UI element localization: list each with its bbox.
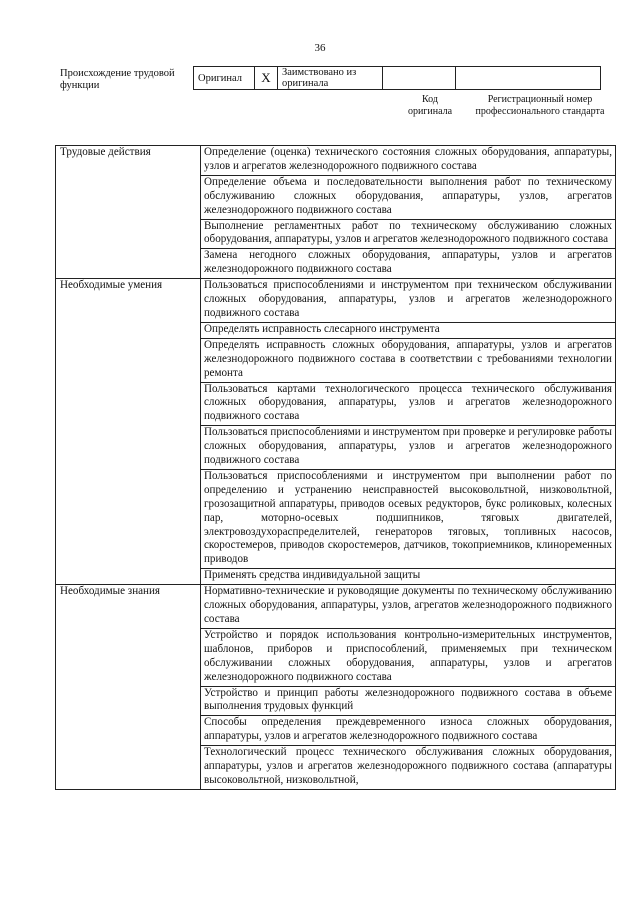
section-label-required-skills: Необходимые умения — [56, 279, 201, 585]
table-cell: Определять исправность сложных оборудования, аппаратуры, узлов и агрегатов железнодорожного подвижного состава в соответствии с требованиями технологии ремонта — [201, 338, 616, 382]
borrowed-label: Заимствовано из оригинала — [278, 67, 383, 90]
function-table — [55, 145, 616, 790]
section-label-labor-actions: Трудовые действия — [56, 146, 201, 279]
original-code-cell — [383, 67, 456, 90]
original-code-caption: Код оригинала — [407, 94, 453, 117]
table-cell: Выполнение регламентных работ по техническому обслуживанию сложных оборудования, аппаратуры, узлов и агрегатов железнодорожного подвижного состава — [201, 219, 616, 249]
table-row — [56, 146, 616, 176]
table-cell: Применять средства индивидуальной защиты — [201, 569, 616, 585]
section-label-required-knowledge: Необходимые знания — [56, 585, 201, 790]
table-cell: Пользоваться приспособлениями и инструментом при выполнении работ по определению и устранению неисправностей высоковольтной, низковольтной, грозозащитной аппаратуры, приводов осевых редукторов, букс роликовых, колесных пар, моторно-осевых подшипников, тяговых двигателей, электровоздухораспределителей, генераторов тяговых, топливных насосов, скоростемеров, приводов скоростемеров, датчиков, токоприемников, клинoременных приводов — [201, 469, 616, 568]
origin-label: Происхождение трудовой функции — [60, 68, 175, 91]
original-mark: X — [255, 67, 278, 90]
registration-number-cell — [456, 67, 601, 90]
table-cell: Замена негодного сложных оборудования, аппаратуры, узлов и агрегатов железнодорожного подвижного состава — [201, 249, 616, 279]
table-cell: Определение объема и последовательности выполнения работ по техническому обслуживанию сложных оборудования, аппаратуры, узлов, агрегатов железнодорожного подвижного состава — [201, 175, 616, 219]
registration-number-caption: Регистрационный номер профессионального стандарта — [475, 94, 605, 117]
table-row — [56, 279, 616, 323]
table-cell: Технологический процесс технического обслуживания сложных оборудования, аппаратуры, узлов и агрегатов железнодорожного подвижного состава (аппаратуры высоковольтной, низковольтной, — [201, 746, 616, 790]
table-cell: Определять исправность слесарного инструмента — [201, 322, 616, 338]
table-cell: Устройство и порядок использования контрольно-измерительных инструментов, шаблонов, приборов и приспособлений, применяемых при техническом обслуживании сложных оборудования, аппаратуры, узлов и агрегатов железнодорожного подвижного состава — [201, 628, 616, 686]
table-cell: Пользоваться картами технологического процесса технического обслуживания сложных оборудования, аппаратуры, узлов и агрегатов железнодорожного подвижного состава — [201, 382, 616, 426]
original-label: Оригинал — [194, 67, 255, 90]
table-cell: Устройство и принцип работы железнодорожного подвижного состава в объеме выполнения трудовых функций — [201, 686, 616, 716]
table-cell: Нормативно-технические и руководящие документы по техническому обслуживанию сложных оборудования, аппаратуры, узлов, агрегатов железнодорожного подвижного состава — [201, 585, 616, 629]
table-row — [56, 585, 616, 629]
table-cell: Пользоваться приспособлениями и инструментом при проверке и регулировке работы сложных оборудования, аппаратуры, узлов и агрегатов железнодорожного подвижного состава — [201, 426, 616, 470]
page-number: 36 — [314, 42, 326, 54]
table-cell: Пользоваться приспособлениями и инструментом при техническом обслуживании сложных оборудования, аппаратуры, узлов и агрегатов железнодорожного подвижного состава — [201, 279, 616, 323]
table-cell: Способы определения преждевременного износа сложных оборудования, аппаратуры, узлов и агрегатов железнодорожного подвижного состава — [201, 716, 616, 746]
origin-table — [193, 66, 601, 90]
table-cell: Определение (оценка) технического состояния сложных оборудования, аппаратуры, узлов и агрегатов железнодорожного подвижного состава — [201, 146, 616, 176]
